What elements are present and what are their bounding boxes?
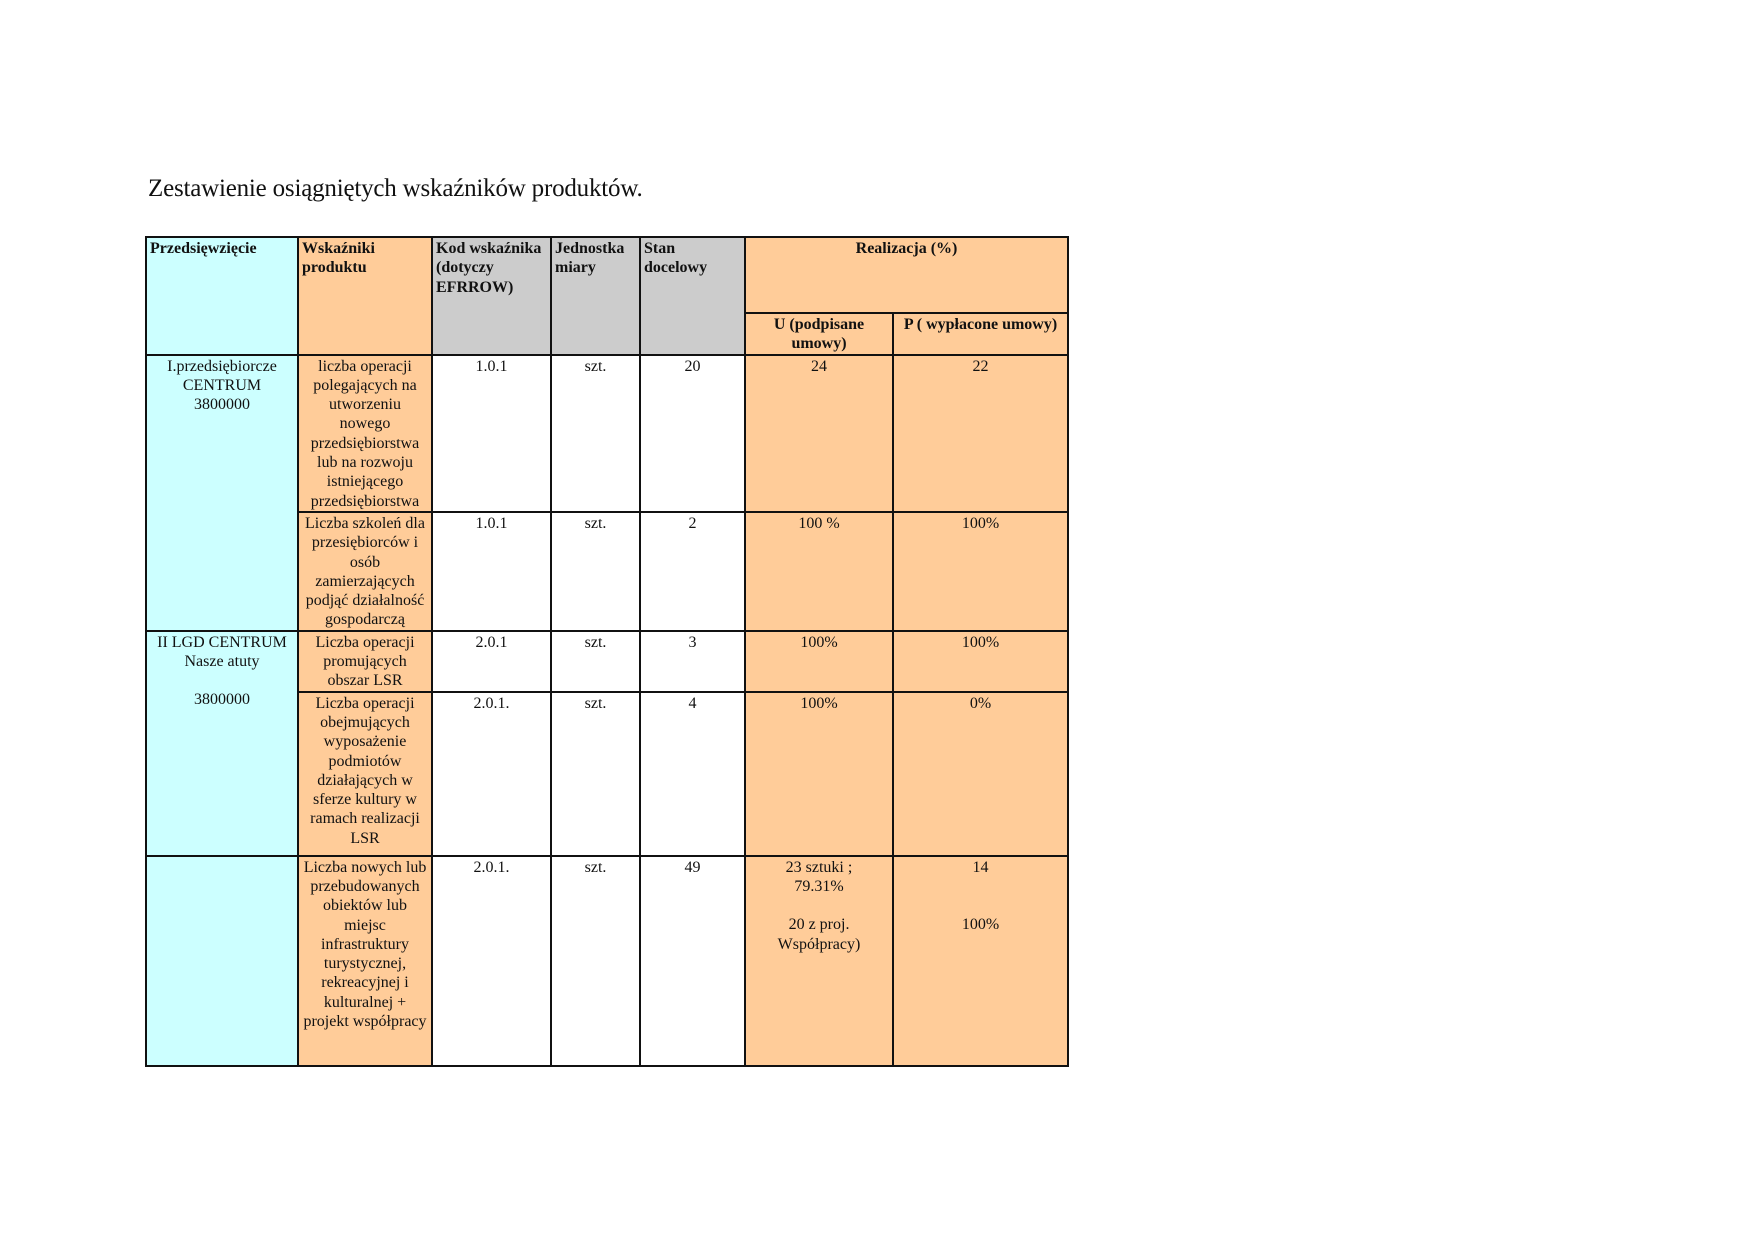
spacer — [749, 896, 889, 915]
u-cell: 100% — [745, 631, 893, 692]
p-cell: 22 — [893, 355, 1068, 512]
group-line: CENTRUM — [182, 376, 262, 394]
target-cell: 20 — [640, 355, 745, 512]
table-row — [146, 631, 1068, 692]
group-line: I.przedsiębiorcze — [167, 357, 277, 375]
group-budget: 3800000 — [194, 396, 250, 414]
indicator-cell: liczba operacji polegających na utworzeniu nowego przedsiębiorstwa lub na rozwoju istniejącego przedsiębiorstwa — [298, 355, 432, 512]
unit-cell: szt. — [551, 512, 640, 631]
indicator-cell: Liczba nowych lub przebudowanych obiektów lub miejsc infrastruktury turystycznej, rekreacyjnej i kulturalnej + projekt współpracy — [298, 856, 432, 1066]
group-cell-empty — [146, 856, 298, 1066]
code-cell: 1.0.1 — [432, 512, 551, 631]
p-value: 100% — [961, 915, 1000, 933]
code-cell: 2.0.1. — [432, 856, 551, 1066]
p-cell: 0% — [893, 692, 1068, 856]
indicator-cell: Liczba operacji promujących obszar LSR — [298, 631, 432, 692]
header-p: P ( wypłacone umowy) — [893, 313, 1068, 355]
p-value: 14 — [972, 858, 989, 876]
header-row — [146, 237, 1068, 313]
indicator-cell: Liczba szkoleń dla przesiębiorców i osób zamierzających podjąć działalność gospodarczą — [298, 512, 432, 631]
u-cell: 24 — [745, 355, 893, 512]
header-realizacja: Realizacja (%) — [745, 237, 1068, 313]
unit-cell: szt. — [551, 856, 640, 1066]
u-value: 20 z proj. — [788, 916, 850, 934]
header-u: U (podpisane umowy) — [745, 313, 893, 355]
spacer — [897, 896, 1064, 915]
p-cell — [893, 856, 1068, 1066]
target-cell: 3 — [640, 631, 745, 692]
group-line: Nasze atuty — [184, 653, 260, 671]
group-line: II LGD CENTRUM — [157, 633, 287, 651]
group-cell — [146, 631, 298, 856]
u-value: Współpracy) — [777, 935, 861, 953]
u-value: 23 sztuki ; — [785, 858, 853, 876]
header-stan: Stan docelowy — [640, 237, 745, 355]
header-kod: Kod wskaźnika (dotyczy EFRROW) — [432, 237, 551, 355]
spacer — [897, 877, 1064, 896]
document-title: Zestawienie osiągniętych wskaźników produktów. — [148, 175, 643, 202]
unit-cell: szt. — [551, 631, 640, 692]
code-cell: 2.0.1 — [432, 631, 551, 692]
unit-cell: szt. — [551, 692, 640, 856]
p-cell: 100% — [893, 631, 1068, 692]
target-cell: 2 — [640, 512, 745, 631]
u-value: 79.31% — [794, 877, 844, 895]
u-cell: 100% — [745, 692, 893, 856]
group-cell — [146, 355, 298, 631]
table-row — [146, 355, 1068, 512]
spacer — [150, 671, 294, 690]
indicator-cell: Liczba operacji obejmujących wyposażenie podmiotów działających w sferze kultury w ramach realizacji LSR — [298, 692, 432, 856]
header-przedsiewziecie: Przedsięwzięcie — [146, 237, 298, 355]
p-cell: 100% — [893, 512, 1068, 631]
table-row — [146, 856, 1068, 1066]
code-cell: 2.0.1. — [432, 692, 551, 856]
header-jednostka: Jednostka miary — [551, 237, 640, 355]
indicators-table — [145, 236, 1069, 1067]
target-cell: 4 — [640, 692, 745, 856]
code-cell: 1.0.1 — [432, 355, 551, 512]
u-cell — [745, 856, 893, 1066]
header-wskazniki: Wskaźniki produktu — [298, 237, 432, 355]
target-cell: 49 — [640, 856, 745, 1066]
group-budget: 3800000 — [194, 691, 250, 709]
unit-cell: szt. — [551, 355, 640, 512]
u-cell: 100 % — [745, 512, 893, 631]
